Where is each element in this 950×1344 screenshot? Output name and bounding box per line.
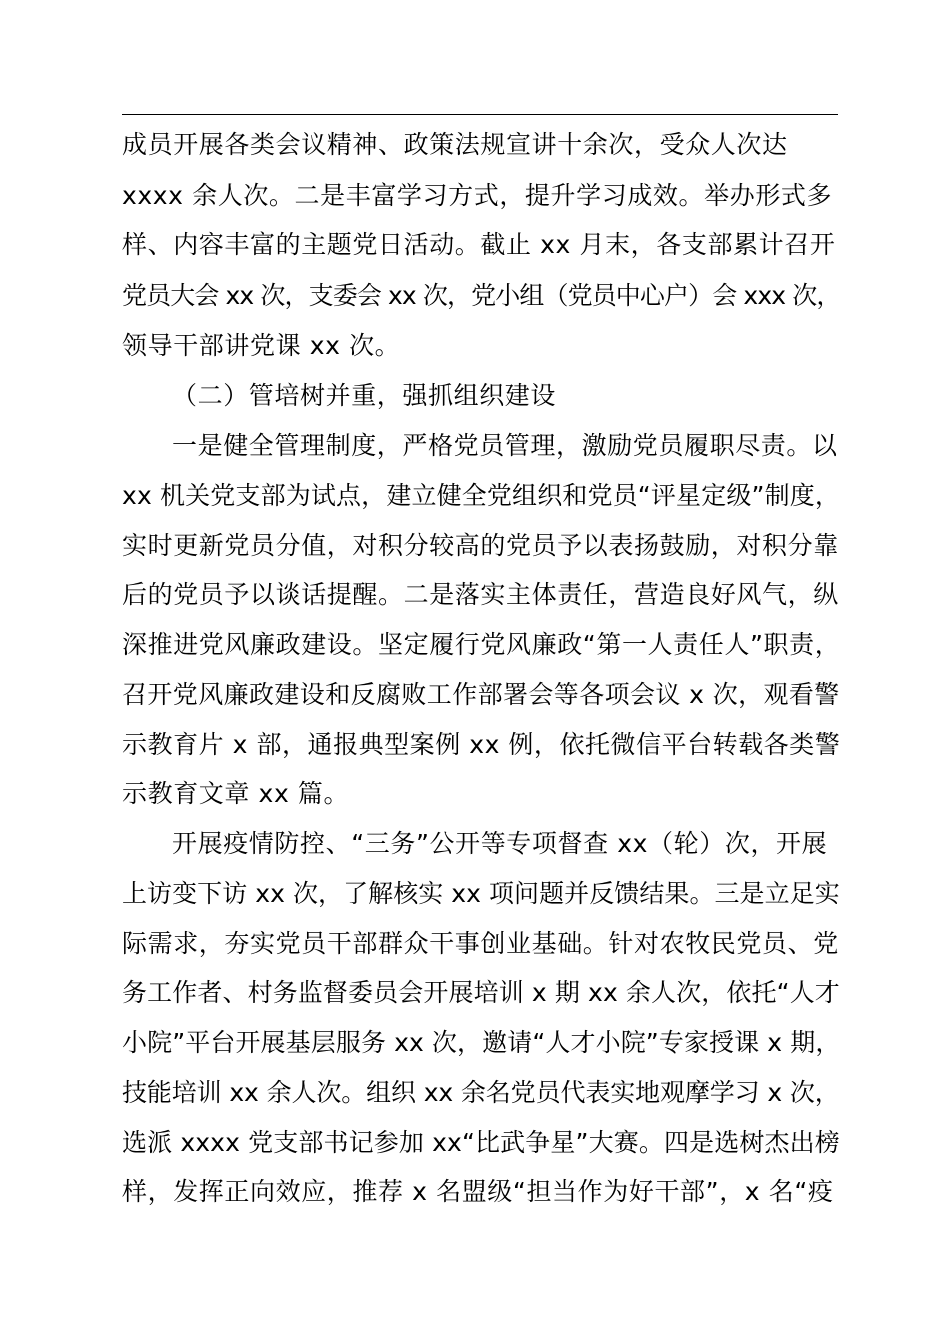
paragraph-line: xx 机关党支部为试点，建立健全党组织和党员“评星定级”制度， bbox=[122, 481, 841, 510]
header-rule bbox=[122, 114, 838, 115]
paragraph-line: 小院”平台开展基层服务 xx 次，邀请“人才小院”专家授课 x 期， bbox=[122, 1028, 841, 1057]
paragraph-line: 召开党风廉政建设和反腐败工作部署会等各项会议 x 次，观看警 bbox=[122, 680, 840, 709]
paragraph-line: 选派 xxxx 党支部书记参加 xx“比武争星”大赛。四是选树杰出榜 bbox=[122, 1128, 840, 1157]
paragraph-line: 际需求，夯实党员干部群众干事创业基础。针对农牧民党员、党 bbox=[122, 929, 839, 958]
paragraph-line: 一是健全管理制度，严格党员管理，激励党员履职尽责。以 bbox=[172, 431, 838, 460]
paragraph-line: 领导干部讲党课 xx 次。 bbox=[122, 331, 401, 360]
paragraph-line: 开展疫情防控、“三务”公开等专项督查 xx（轮）次，开展 bbox=[172, 829, 828, 858]
paragraph-line: 技能培训 xx 余人次。组织 xx 余名党员代表实地观摩学习 x 次， bbox=[122, 1078, 840, 1107]
paragraph-line: 示教育文章 xx 篇。 bbox=[122, 779, 350, 808]
paragraph-line: 成员开展各类会议精神、政策法规宣讲十余次，受众人次达 bbox=[122, 130, 788, 159]
paragraph-line: 示教育片 x 部，通报典型案例 xx 例，依托微信平台转载各类警 bbox=[122, 730, 841, 759]
paragraph-line: 深推进党风廉政建设。坚定履行党风廉政“第一人责任人”职责， bbox=[122, 630, 841, 659]
paragraph-line: 后的党员予以谈话提醒。二是落实主体责任，营造良好风气，纵 bbox=[122, 580, 839, 609]
paragraph-line: 实时更新党员分值，对积分较高的党员予以表扬鼓励，对积分靠 bbox=[122, 531, 839, 560]
paragraph-line: xxxx 余人次。二是丰富学习方式，提升学习成效。举办形式多 bbox=[122, 181, 833, 210]
paragraph-line: 务工作者、村务监督委员会开展培训 x 期 xx 余人次，依托“人才 bbox=[122, 978, 840, 1007]
paragraph-line: 党员大会 xx 次，支委会 xx 次，党小组（党员中心户）会 xxx 次， bbox=[122, 281, 841, 310]
paragraph-line: 样、内容丰富的主题党日活动。截止 xx 月末，各支部累计召开 bbox=[122, 230, 836, 259]
paragraph-line: 样，发挥正向效应，推荐 x 名盟级“担当作为好干部”，x 名“疫 bbox=[122, 1177, 834, 1206]
paragraph-line: 上访变下访 xx 次，了解核实 xx 项问题并反馈结果。三是立足实 bbox=[122, 879, 840, 908]
section-heading: （二）管培树并重，强抓组织建设 bbox=[172, 381, 557, 410]
